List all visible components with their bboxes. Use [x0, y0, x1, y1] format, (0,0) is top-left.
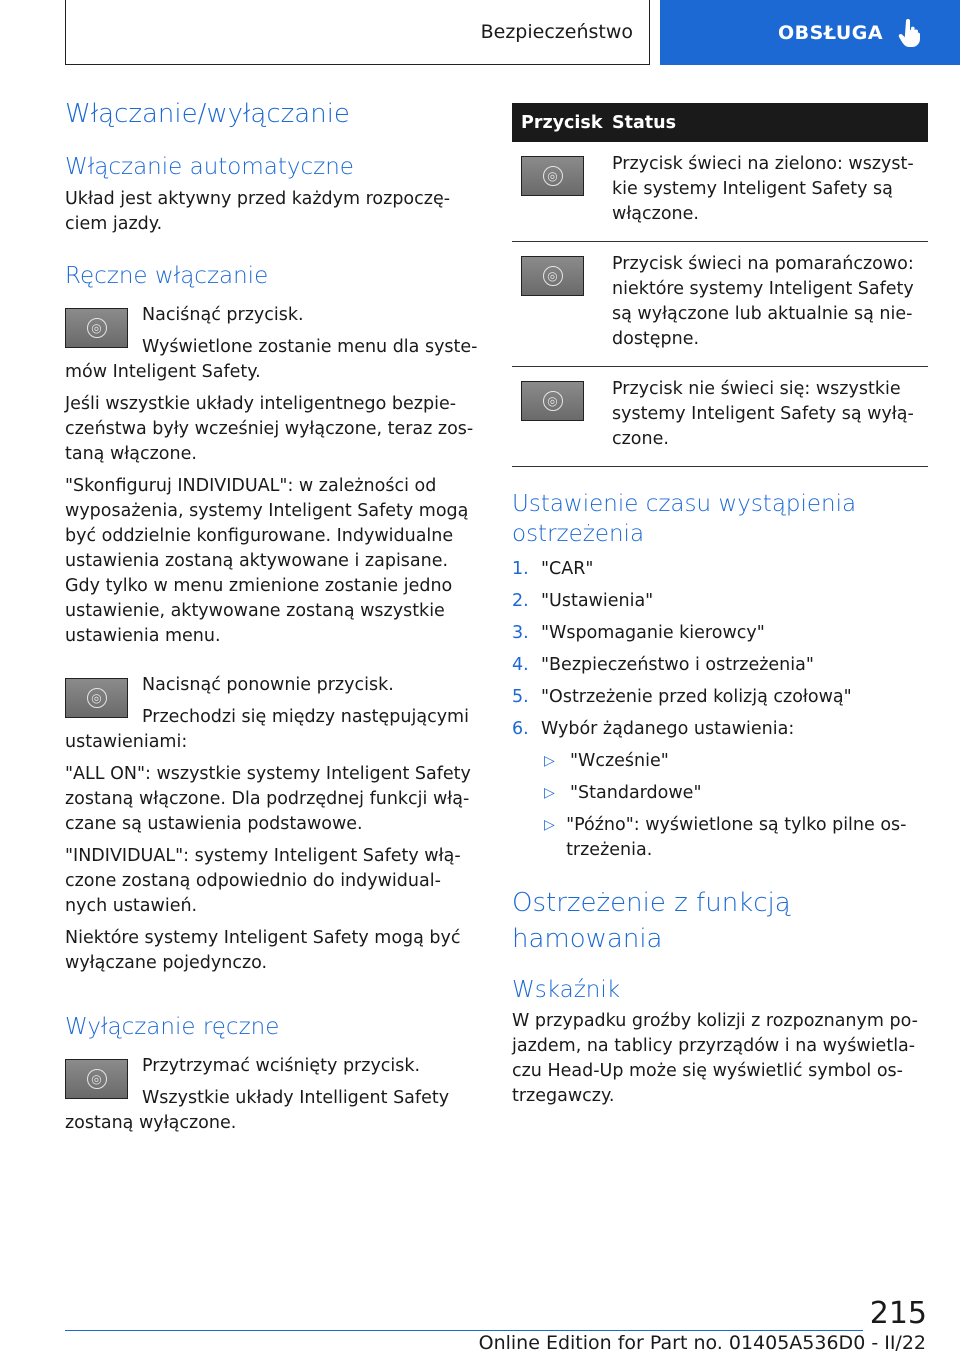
safety-icon: ◎: [543, 266, 563, 286]
footer-divider: [65, 1330, 863, 1331]
status-text: Przycisk nie świeci się: wszystkie systemy Inteligent Safety są wyłą-czone.: [612, 379, 914, 449]
table-header-button: Przycisk: [521, 112, 603, 133]
right-column: [512, 103, 928, 1109]
button-status-table: [512, 103, 928, 467]
cycle-text-2: ustawieniami:: [65, 732, 188, 752]
list-item: 1. "CAR": [512, 559, 594, 579]
list-item: 6. Wybór żądanego ustawienia:: [512, 719, 795, 739]
individual-text: "INDIVIDUAL": systemy Inteligent Safety włą-czone zostaną odpowiednio do indywidual-nych ustawień.: [65, 846, 461, 916]
triangle-bullet-icon: ▷: [544, 817, 555, 833]
intelligent-safety-button-image: [65, 308, 128, 348]
chapter-title: OBSŁUGA: [778, 21, 884, 44]
press-button-text: Naciśnąć przycisk.: [142, 305, 304, 325]
left-column: [65, 96, 480, 1136]
intelligent-safety-button-image: [521, 381, 584, 421]
timing-steps: [512, 557, 928, 742]
list-item: ▷ "Wcześnie": [541, 749, 928, 774]
if-off-text: Jeśli wszystkie układy inteligentnego bezpie-czeństwa były wcześniej wyłączone, teraz zos-taną włączone.: [65, 394, 474, 464]
press-again-text: Nacisnąć ponownie przycisk.: [142, 675, 394, 695]
safety-icon: ◎: [87, 688, 107, 708]
table-header: [512, 103, 928, 142]
table-row: [512, 367, 928, 467]
all-off-text-1: Wszystkie układy Intelligent Safety: [142, 1088, 450, 1108]
some-off-text: Niektóre systemy Inteligent Safety mogą być wyłączane pojedynczo.: [65, 928, 461, 973]
heading-manual-off: Wyłączanie ręczne: [65, 1014, 280, 1040]
timing-options: [541, 749, 928, 863]
all-off-text-2: zostaną wyłączone.: [65, 1113, 237, 1133]
status-text: Przycisk świeci na zielono: wszyst-kie systemy Inteligent Safety są włączone.: [612, 154, 914, 224]
footer-edition: Online Edition for Part no. 01405A536D0 - II/22: [478, 1332, 926, 1354]
status-text: Przycisk świeci na pomarańczowo: niektóre systemy Inteligent Safety są wyłączone lub aktualnie są nie-dostępne.: [612, 254, 914, 349]
list-item: ▷ "Późno": wyświetlone są tylko pilne os-trzeżenia.: [541, 813, 928, 863]
table-row: [512, 242, 928, 367]
configure-text: "Skonfiguruj INDIVIDUAL": w zależności od wyposażenia, systemy Inteligent Safety mogą być oddzielnie konfigurowane. Indywidualne ustawienia zostaną aktywowane i zapisane. Gdy tylko w menu zmienione zostanie jedno ustawienie, aktywowane zostaną wszystkie ustawienia menu.: [65, 476, 469, 646]
intelligent-safety-button-image: [65, 678, 128, 718]
menu-text-2: mów Inteligent Safety.: [65, 362, 261, 382]
table-row: [512, 142, 928, 242]
header-chapter: [660, 0, 960, 65]
heading-warning-timing: Ustawienie czasu wystąpienia ostrzeżenia: [512, 491, 857, 547]
press-again-block: [65, 673, 480, 730]
intelligent-safety-button-image: [521, 156, 584, 196]
hold-button-block: [65, 1054, 480, 1111]
triangle-bullet-icon: ▷: [544, 785, 555, 801]
intelligent-safety-button-image: [65, 1059, 128, 1099]
safety-icon: ◎: [543, 166, 563, 186]
pointing-hand-icon: [897, 19, 921, 47]
table-header-status: Status: [612, 112, 677, 133]
heading-manual-on: Ręczne włączanie: [65, 263, 269, 289]
safety-icon: ◎: [543, 391, 563, 411]
cycle-text-1: Przechodzi się między następującymi: [142, 707, 469, 727]
auto-on-text: Układ jest aktywny przed każdym rozpoczę-ciem jazdy.: [65, 189, 451, 234]
indicator-text: W przypadku groźby kolizji z rozpoznanym po-jazdem, na tablicy przyrządów i na wyświetla-czu Head-Up może się wyświetlić symbol os-trzegawczy.: [512, 1011, 918, 1106]
section-heading-on-off: Włączanie/wyłączanie: [65, 99, 350, 129]
list-item: ▷ "Standardowe": [541, 781, 928, 806]
header-section: [65, 0, 650, 65]
safety-icon: ◎: [87, 1069, 107, 1089]
intelligent-safety-button-image: [521, 256, 584, 296]
heading-indicator: Wskaźnik: [512, 977, 621, 1003]
menu-text-1: Wyświetlone zostanie menu dla syste-: [142, 337, 478, 357]
heading-auto-on: Włączanie automatyczne: [65, 154, 354, 180]
hold-button-text: Przytrzymać wciśnięty przycisk.: [142, 1056, 421, 1076]
list-item: 2. "Ustawienia": [512, 591, 654, 611]
section-title: Bezpieczeństwo: [480, 21, 633, 43]
list-item: 4. "Bezpieczeństwo i ostrzeżenia": [512, 655, 814, 675]
list-item: 5. "Ostrzeżenie przed kolizją czołową": [512, 687, 852, 707]
press-button-block: [65, 303, 480, 360]
page-number: 215: [869, 1296, 927, 1331]
section-heading-braking: Ostrzeżenie z funkcją hamowania: [512, 888, 791, 954]
triangle-bullet-icon: ▷: [544, 753, 555, 769]
list-item: 3. "Wspomaganie kierowcy": [512, 623, 765, 643]
safety-icon: ◎: [87, 318, 107, 338]
all-on-text: "ALL ON": wszystkie systemy Inteligent Safety zostaną włączone. Dla podrzędnej funkcji włą-czane są ustawienia podstawowe.: [65, 764, 471, 834]
